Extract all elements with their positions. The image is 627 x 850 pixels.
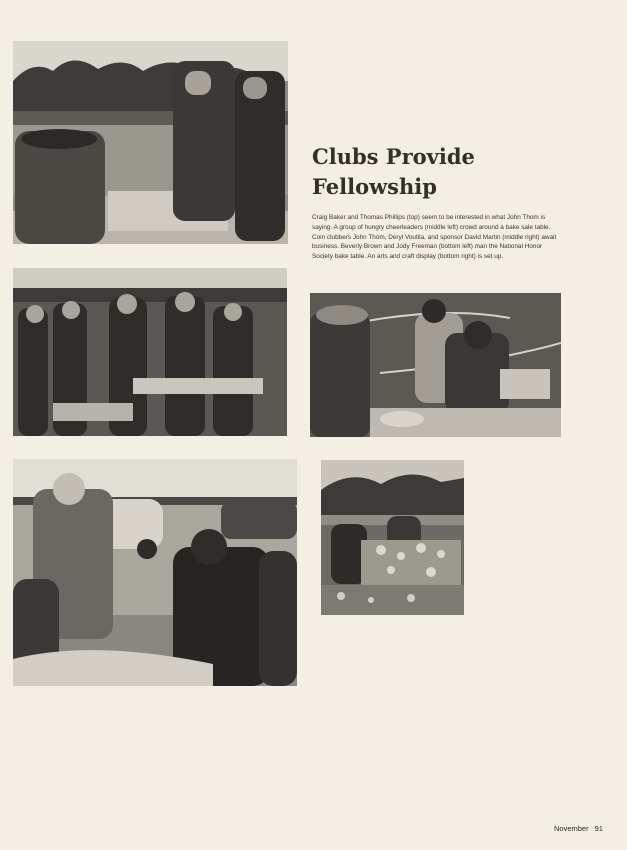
- folio-month: November: [554, 824, 589, 833]
- photo-bottom-left: [13, 459, 297, 686]
- photo-middle-left-image: [13, 268, 287, 436]
- photo-middle-right: [310, 293, 561, 437]
- photo-top: [13, 41, 288, 244]
- photo-bottom-left-image: [13, 459, 297, 686]
- title-line-1: Clubs Provide: [312, 144, 475, 169]
- photo-caption: Craig Baker and Thomas Phillips (top) seem to be interested in what John Thom is saying. A group of hungry cheerleaders (middle left) crowd around a bake sale table. Coin clubbers John Thom, Deryl Voutila, and sponsor David Martin (middle right) await business. Beverly Brown and Jody Freeman (bottom left) man the National Honor Society bake table. An arts and craft display (bottom right) is set up.: [312, 214, 557, 261]
- photo-top-image: [13, 41, 288, 244]
- title-line-2: Fellowship: [312, 174, 437, 199]
- page-title: [312, 142, 612, 202]
- photo-bottom-right: [321, 460, 464, 615]
- photo-bottom-right-image: [321, 460, 464, 615]
- page-folio: [554, 824, 603, 833]
- photo-middle-left: [13, 268, 287, 436]
- photo-middle-right-image: [310, 293, 561, 437]
- folio-page-number: 91: [594, 824, 603, 833]
